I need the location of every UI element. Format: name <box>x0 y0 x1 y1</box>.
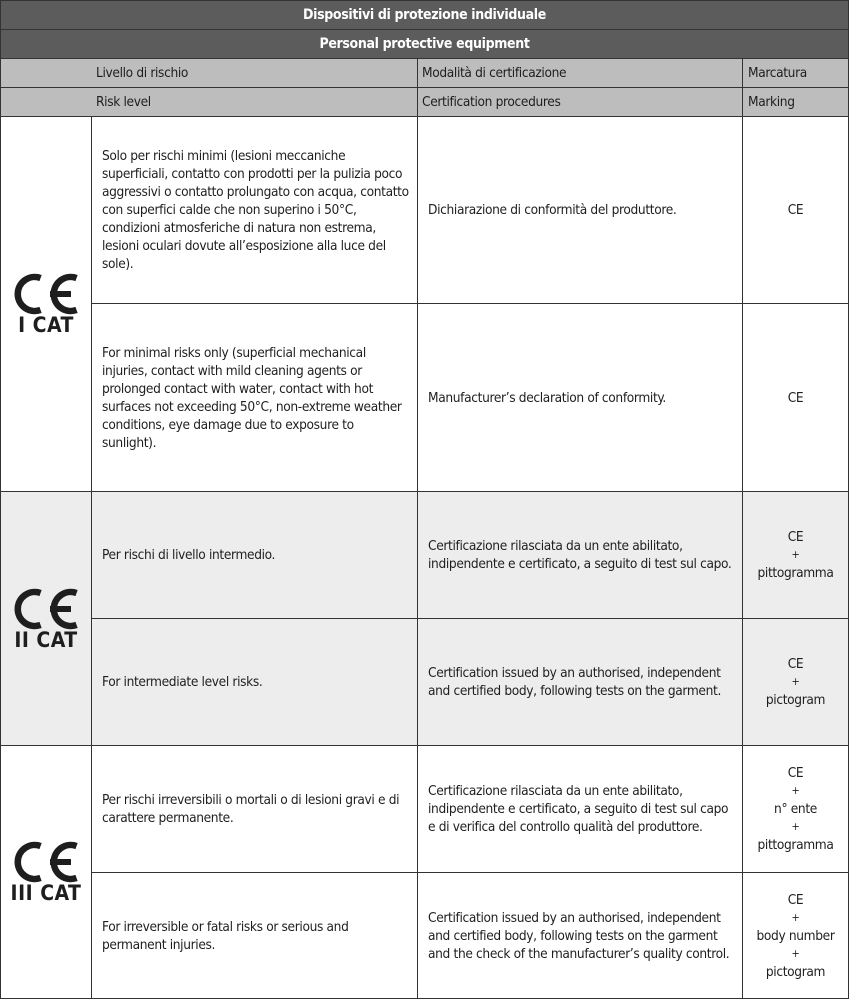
marking-line: pittogramma <box>757 837 834 853</box>
marking-plus: + <box>791 820 800 833</box>
marking-line: CE <box>787 529 804 545</box>
marking-plus: + <box>791 910 800 924</box>
header-mark-en: Marking <box>742 87 849 117</box>
cat1-cert-en: Manufacturer’s declaration of conformity. <box>417 303 743 492</box>
marking-plus: + <box>791 946 800 960</box>
cat2-mark-en <box>742 618 849 746</box>
header-cert-it: Modalità di certificazione <box>417 58 743 88</box>
marking-line: body number <box>756 927 835 944</box>
marking-line: pictogram <box>765 692 826 708</box>
header-cert-en: Certification procedures <box>417 87 743 117</box>
category-label: I CAT <box>18 313 74 337</box>
category-label: II CAT <box>14 627 78 652</box>
category-3-badge <box>0 745 92 999</box>
cat2-cert-it: Certificazione rilasciata da un ente abilitato, indipendente e certificato, a seguito di test sul capo. <box>417 491 743 619</box>
cat1-risk-it: Solo per rischi minimi (lesioni meccaniche superficiali, contatto con prodotti per la pulizia poco aggressivi o contatto prolungato con acqua, contatto con superfici calde che non superino i 50°C, condizioni atmosferiche di natura non estrema, lesioni oculari dovute all’esposizione alla luce del sole). <box>91 116 418 304</box>
marking-line: pittogramma <box>757 565 834 581</box>
cat2-risk-it: Per rischi di livello intermedio. <box>91 491 418 619</box>
ce-mark-icon <box>13 272 79 316</box>
marking-plus: + <box>791 548 800 561</box>
cat3-mark-it <box>742 745 849 873</box>
marking-line: CE <box>787 389 804 406</box>
cat2-mark-it <box>742 491 849 619</box>
marking-plus: + <box>791 675 800 688</box>
cat3-cert-en: Certification issued by an authorised, independent and certified body, following tests on the garment and the check of the manufacturer’s quality control. <box>417 872 743 999</box>
ce-mark-icon <box>13 587 79 631</box>
cat2-risk-en: For intermediate level risks. <box>91 618 418 746</box>
header-risk-en: Risk level <box>0 87 418 117</box>
cat1-cert-it: Dichiarazione di conformità del produttore. <box>417 116 743 304</box>
header-mark-it: Marcatura <box>742 58 849 88</box>
cat1-mark-it <box>742 116 849 304</box>
category-2-badge <box>0 491 92 746</box>
ce-mark-icon <box>13 840 79 884</box>
cat3-risk-it: Per rischi irreversibili o mortali o di lesioni gravi e di carattere permanente. <box>91 745 418 873</box>
table-title-en: Personal protective equipment <box>0 29 849 59</box>
marking-line: CE <box>787 202 804 218</box>
marking-line: pictogram <box>765 963 826 980</box>
cat3-mark-en <box>742 872 849 999</box>
cat3-risk-en: For irreversible or fatal risks or serious and permanent injuries. <box>91 872 418 999</box>
marking-plus: + <box>791 784 800 797</box>
category-1-badge <box>0 116 92 492</box>
cat1-mark-en <box>742 303 849 492</box>
marking-line: CE <box>787 891 804 908</box>
category-label: III CAT <box>10 881 82 905</box>
cat3-cert-it: Certificazione rilasciata da un ente abilitato, indipendente e certificato, a seguito di test sul capo e di verifica del controllo qualità del produttore. <box>417 745 743 873</box>
cat1-risk-en: For minimal risks only (superficial mechanical injuries, contact with mild cleaning agents or prolonged contact with water, contact with hot surfaces not exceeding 50°C, non-extreme weather conditions, eye damage due to exposure to sunlight). <box>91 303 418 492</box>
marking-line: n° ente <box>774 801 817 817</box>
marking-line: CE <box>787 656 804 672</box>
header-risk-it: Livello di rischio <box>0 58 418 88</box>
table-title-it: Dispositivi di protezione individuale <box>0 0 849 30</box>
marking-line: CE <box>787 765 804 781</box>
cat2-cert-en: Certification issued by an authorised, independent and certified body, following tests on the garment. <box>417 618 743 746</box>
